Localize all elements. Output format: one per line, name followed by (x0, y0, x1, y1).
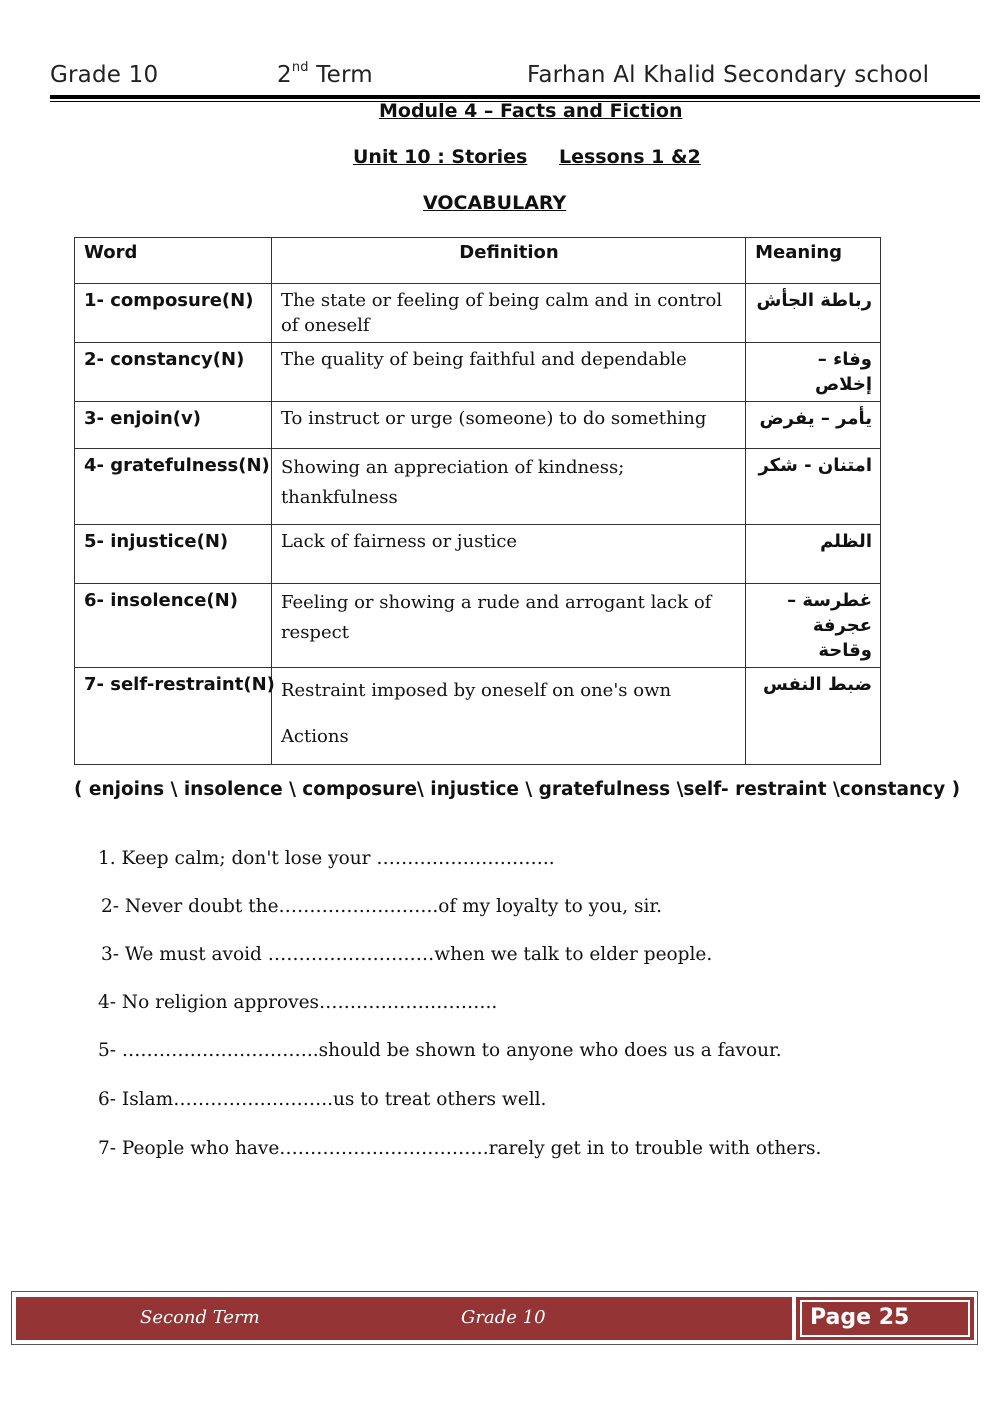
module-title: Module 4 – Facts and Fiction (379, 100, 683, 122)
row-definition: To instruct or urge (someone) to do something (271, 402, 745, 449)
table-row (75, 284, 881, 343)
word-bank: ( enjoins \ insolence \ composure\ injustice \ gratefulness \self- restraint \constancy ) (74, 779, 961, 800)
row-word: 1- composure(N) (75, 284, 272, 343)
exercise-item: 4- No religion approves……………………….. (98, 992, 498, 1013)
vocabulary-table (74, 237, 881, 765)
row-meaning: رباطة الجأش (746, 284, 881, 343)
row-word: 7- self-restraint(N) (75, 668, 272, 765)
row-definition: The state or feeling of being calm and in control of oneself (271, 284, 745, 343)
exercise-item: 1. Keep calm; don't lose your ……………………….. (98, 848, 555, 869)
exercise-item: 7- People who have…………………………….rarely get in to trouble with others. (98, 1138, 822, 1159)
table-row (75, 525, 881, 584)
table-row (75, 584, 881, 668)
table-row (75, 402, 881, 449)
row-meaning: امتنان - شكر (746, 449, 881, 525)
lessons-title: Lessons 1 &2 (559, 146, 701, 168)
vocabulary-title: VOCABULARY (423, 192, 567, 214)
header-school: Farhan Al Khalid Secondary school (527, 62, 930, 88)
header-term-number: 2 (277, 62, 292, 88)
exercise-item: 6- Islam……………………..us to treat others well. (98, 1089, 547, 1110)
header-term (277, 62, 373, 88)
row-word: 6- insolence(N) (75, 584, 272, 668)
header-term-ordinal: nd (291, 60, 309, 76)
footer-page-number: Page 25 (810, 1305, 910, 1330)
row-definition: Lack of fairness or justice (271, 525, 745, 584)
row-meaning: يأمر – يفرض (746, 402, 881, 449)
row-meaning: غطرسة – عجرفة وقاحة (746, 584, 881, 668)
footer-grade: Grade 10 (461, 1307, 546, 1328)
row-meaning: الظلم (746, 525, 881, 584)
row-word: 2- constancy(N) (75, 343, 272, 402)
row-meaning: ضبط النفس (746, 668, 881, 765)
header-meaning: Meaning (746, 238, 881, 284)
row-word: 3- enjoin(v) (75, 402, 272, 449)
row-definition: Feeling or showing a rude and arrogant lack of respect (271, 584, 745, 668)
row-definition-line1: Restraint imposed by oneself on one's own (280, 680, 672, 701)
header-rule-thick (50, 95, 980, 99)
row-definition (271, 668, 745, 765)
exercise-item: 2- Never doubt the……………………..of my loyalty to you, sir. (101, 896, 663, 917)
footer-term: Second Term (140, 1307, 260, 1328)
table-header-row (75, 238, 881, 284)
header-grade: Grade 10 (50, 62, 159, 88)
table-row (75, 343, 881, 402)
table-row (75, 449, 881, 525)
exercise-item: 5- …………………………..should be shown to anyone who does us a favour. (98, 1040, 782, 1061)
exercise-item: 3- We must avoid ………………………when we talk to elder people. (101, 944, 713, 965)
row-definition: The quality of being faithful and dependable (271, 343, 745, 402)
footer-bar (16, 1297, 792, 1340)
header-word: Word (75, 238, 272, 284)
unit-title: Unit 10 : Stories (353, 146, 528, 168)
row-word: 5- injustice(N) (75, 525, 272, 584)
row-word: 4- gratefulness(N) (75, 449, 272, 525)
row-definition-line2: Actions (280, 726, 349, 747)
table-row (75, 668, 881, 765)
row-definition: Showing an appreciation of kindness; thankfulness (271, 449, 745, 525)
header-definition: Definition (271, 238, 745, 284)
header-term-word: Term (308, 62, 373, 88)
row-meaning: وفاء – إخلاص (746, 343, 881, 402)
